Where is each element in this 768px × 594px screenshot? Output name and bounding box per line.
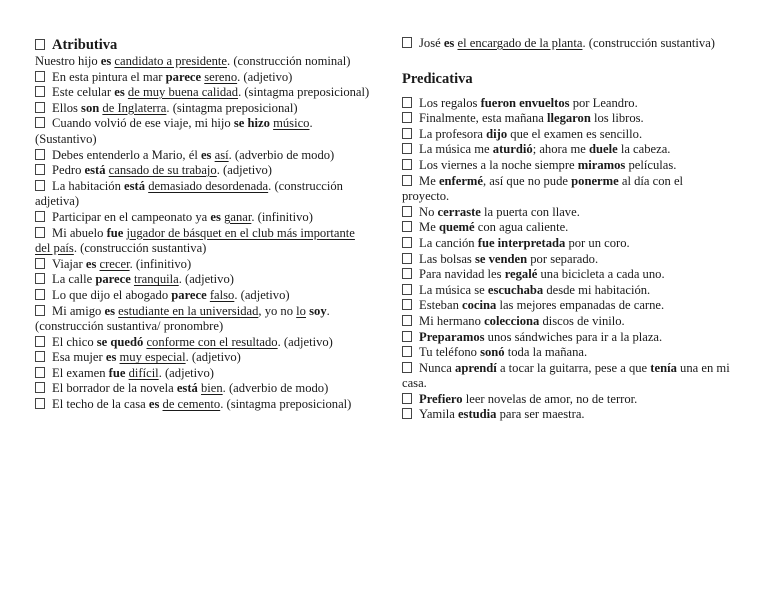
sentence-text: Viajar: [52, 256, 86, 271]
checkbox-icon: [402, 97, 412, 108]
list-item: [35, 101, 370, 117]
checkbox-icon: [35, 227, 45, 238]
verb-text: se hizo: [233, 116, 270, 131]
sentence-text: para ser maestra.: [496, 407, 585, 422]
verb-text: es: [105, 350, 117, 365]
verb-text: es: [148, 397, 160, 412]
list-item: [35, 70, 370, 86]
complement-text: cansado de su trabajo: [108, 163, 217, 178]
sentence-text: . (adjetivo): [234, 287, 290, 302]
complement-text: así: [214, 147, 229, 162]
checkbox-icon: [35, 305, 45, 316]
sentence-text: que el examen es sencillo.: [507, 126, 643, 141]
verb-text: Prefiero: [419, 391, 463, 406]
checkbox-icon: [402, 112, 412, 123]
list-item: [35, 163, 370, 179]
checkbox-icon: [402, 393, 412, 404]
list-item: [402, 174, 732, 205]
checkbox-icon: [402, 175, 412, 186]
list-item: [35, 85, 370, 101]
complement-text: lo: [296, 303, 306, 318]
complement-text: tranquila: [133, 272, 179, 287]
sentence-text: Mi amigo: [52, 303, 105, 318]
list-item: [402, 36, 732, 52]
sentence-text: Esteban: [419, 298, 463, 313]
predicativa-column: [402, 36, 732, 423]
verb-text: parece: [95, 272, 131, 287]
sentence-text: Nuestro hijo: [35, 54, 101, 68]
sentence-text: la cabeza.: [617, 142, 671, 157]
list-item: [402, 283, 732, 299]
sentence-text: Esa mujer: [52, 350, 106, 365]
checkbox-icon: [402, 253, 412, 264]
list-item: [402, 252, 732, 268]
checkbox-icon: [35, 398, 45, 409]
verb-text: fue interpretada: [477, 235, 566, 250]
checkbox-icon: [402, 128, 412, 139]
list-item: [402, 361, 732, 392]
sentence-text: La canción: [419, 235, 478, 250]
verb-text: es: [443, 36, 455, 50]
sentence-text: por separado.: [527, 251, 599, 266]
verb-text: se quedó: [96, 334, 144, 349]
atributiva-list: [35, 70, 370, 413]
predicativa-list: [402, 96, 732, 423]
sentence-text: . (infinitivo): [251, 209, 313, 224]
sentence-text: . (construcción adjetiva): [35, 178, 343, 209]
list-item: [35, 397, 370, 413]
sentence-text: Finalmente, esta mañana: [419, 111, 547, 126]
sentence-text: las mejores empanadas de carne.: [496, 298, 665, 313]
verb-text: es: [200, 147, 212, 162]
checkbox-icon: [35, 289, 45, 300]
sentence-text: . (adjetivo): [178, 272, 234, 287]
checkbox-icon: [35, 336, 45, 347]
sentence-text: . (construcción sustantiva): [582, 36, 716, 50]
sentence-text: Ellos: [52, 100, 82, 115]
list-item: [35, 366, 370, 382]
verb-text: quemé: [438, 220, 475, 235]
list-item: [402, 158, 732, 174]
verb-text: son: [81, 100, 100, 115]
complement-text: muy especial: [119, 350, 186, 365]
list-item: [35, 148, 370, 164]
sentence-text: Lo que dijo el abogado: [52, 287, 172, 302]
atributiva-continued-list: [402, 36, 732, 52]
verb-text: soy: [309, 303, 327, 318]
list-item: [402, 314, 732, 330]
sentence-text: los libros.: [590, 111, 644, 126]
sentence-text: . (adjetivo): [158, 365, 214, 380]
checkbox-icon: [35, 149, 45, 160]
verb-text: aturdió: [492, 142, 533, 157]
sentence-text: . (adjetivo): [216, 163, 272, 178]
verb-text: está: [176, 381, 198, 396]
verb-text: estudia: [457, 407, 497, 422]
sentence-text: Cuando volvió de ese viaje, mi hijo: [52, 116, 234, 131]
sentence-text: al día con el proyecto.: [402, 173, 684, 204]
list-item: [35, 210, 370, 226]
sentence-text: unos sándwiches para ir a la plaza.: [484, 329, 663, 344]
sentence-text: La música me: [419, 142, 493, 157]
sentence-text: Yamila: [419, 407, 458, 422]
sentence-text: El examen: [52, 365, 109, 380]
list-item: [35, 335, 370, 351]
complement-text: músico: [273, 116, 310, 131]
sentence-text: Debes entenderlo a Mario, él: [52, 147, 201, 162]
verb-text: Preparamos: [419, 329, 485, 344]
complement-text: difícil: [128, 365, 159, 380]
verb-text: colecciona: [484, 313, 540, 328]
complement-text: de muy buena calidad: [127, 85, 239, 100]
verb-text: duele: [588, 142, 618, 157]
checkbox-icon: [402, 159, 412, 170]
sentence-text: . (sintagma preposicional): [166, 100, 298, 115]
sentence-text: . (construcción sustantiva/ pronombre): [35, 303, 330, 334]
complement-text: demasiado desordenada: [148, 178, 269, 193]
verb-text: parece: [171, 287, 207, 302]
checkbox-icon: [402, 37, 412, 48]
sentence-text: la puerta con llave.: [480, 204, 580, 219]
sentence-text: Mi abuelo: [52, 225, 107, 240]
checkbox-icon: [402, 408, 412, 419]
verb-text: cerraste: [437, 204, 481, 219]
checkbox-icon: [35, 351, 45, 362]
list-item: [35, 381, 370, 397]
list-item: [402, 127, 732, 143]
sentence-text: Me: [419, 220, 439, 235]
list-item: [402, 220, 732, 236]
sentence-text: una bicicleta a cada uno.: [537, 267, 665, 282]
sentence-text: . (infinitivo): [129, 256, 192, 271]
checkbox-icon: [402, 299, 412, 310]
verb-text: es: [104, 303, 115, 318]
checkbox-icon: [35, 164, 45, 175]
sentence-text: En esta pintura el mar: [52, 69, 166, 84]
verb-text: llegaron: [547, 111, 591, 126]
sentence-text: José: [419, 36, 444, 50]
sentence-text: Nunca: [419, 360, 456, 375]
verb-text: miramos: [577, 157, 626, 172]
complement-text: estudiante en la universidad: [118, 303, 259, 318]
sentence-text: El chico: [52, 334, 97, 349]
verb-text: cocina: [462, 298, 497, 313]
list-item: [402, 267, 732, 283]
verb-text: parece: [165, 69, 202, 84]
complement-text: crecer: [99, 256, 130, 271]
checkbox-icon: [402, 331, 412, 342]
sentence-text: Me: [419, 173, 439, 188]
list-item: [402, 96, 732, 112]
list-item: [402, 407, 732, 423]
verb-text: ponerme: [571, 173, 619, 188]
checkbox-icon: [35, 71, 45, 82]
complement-text: ganar: [224, 209, 252, 224]
checkbox-icon: [35, 211, 45, 222]
complement-text: sereno: [204, 69, 238, 84]
atributiva-heading: [35, 36, 370, 54]
list-item: [402, 392, 732, 408]
checkbox-icon: [35, 117, 45, 128]
checkbox-icon: [35, 39, 45, 50]
sentence-text: La música se: [419, 282, 488, 297]
list-item: [35, 350, 370, 366]
verb-text: se venden: [474, 251, 528, 266]
list-item: [402, 236, 732, 252]
verb-text: escuchaba: [487, 282, 544, 297]
verb-text: regalé: [504, 267, 538, 282]
checkbox-icon: [35, 273, 45, 284]
checkbox-icon: [402, 206, 412, 217]
list-item: [402, 205, 732, 221]
checkbox-icon: [402, 346, 412, 357]
complement-text: conforme con el resultado: [146, 334, 278, 349]
verb-text: es: [210, 209, 221, 224]
list-item: [402, 111, 732, 127]
sentence-text: . (Sustantivo): [35, 116, 313, 146]
sentence-text: Las bolsas: [419, 251, 475, 266]
verb-text: aprendí: [455, 360, 497, 375]
atributiva-title: Atributiva: [52, 37, 118, 53]
complement-text: candidato a presidente: [114, 54, 228, 68]
checkbox-icon: [35, 102, 45, 113]
sentence-text: . (adverbio de modo): [228, 147, 335, 162]
atributiva-column: [35, 36, 370, 413]
complement-text: jugador de básquet en el club más importante del país: [35, 225, 355, 256]
sentence-text: una en mi casa.: [402, 360, 730, 391]
list-item: [35, 179, 370, 210]
verb-text: fueron envueltos: [480, 95, 570, 110]
list-item: [35, 304, 370, 335]
list-item: [402, 298, 732, 314]
checkbox-icon: [402, 143, 412, 154]
sentence-text: por un coro.: [565, 235, 630, 250]
sentence-text: . (adverbio de modo): [222, 381, 329, 396]
verb-text: fue: [108, 365, 126, 380]
sentence-text: leer novelas de amor, no de terror.: [462, 391, 638, 406]
list-item: [35, 288, 370, 304]
sentence-text: toda la mañana.: [504, 345, 588, 360]
sentence-text: El borrador de la novela: [52, 381, 177, 396]
complement-text: de cemento: [162, 397, 221, 412]
verb-text: dijo: [486, 126, 508, 141]
verb-text: fue: [106, 225, 124, 240]
sentence-text: . (adjetivo): [237, 69, 293, 84]
sentence-text: con agua caliente.: [474, 220, 569, 235]
sentence-text: Participar en el campeonato ya: [52, 209, 211, 224]
sentence-text: . (sintagma preposicional): [220, 397, 352, 412]
sentence-text: La calle: [52, 272, 96, 287]
sentence-text: Tu teléfono: [419, 345, 481, 360]
list-item: [35, 226, 370, 257]
checkbox-icon: [35, 258, 45, 269]
complement-text: falso: [209, 287, 235, 302]
sentence-text: películas.: [625, 157, 677, 172]
complement-text: bien: [200, 381, 223, 396]
checkbox-icon: [35, 180, 45, 191]
sentence-text: discos de vinilo.: [539, 313, 625, 328]
sentence-text: por Leandro.: [569, 95, 638, 110]
sentence-text: . (sintagma preposicional): [238, 85, 370, 100]
checkbox-icon: [35, 367, 45, 378]
sentence-text: Mi hermano: [419, 313, 485, 328]
predicativa-title: Predicativa: [402, 70, 473, 87]
sentence-text: La habitación: [52, 178, 125, 193]
list-item: [35, 272, 370, 288]
complement-text: de Inglaterra: [102, 100, 167, 115]
sentence-text: Este celular: [52, 85, 115, 100]
sentence-text: a tocar la guitarra, pese a que: [496, 360, 651, 375]
sentence-text: No: [419, 204, 438, 219]
checkbox-icon: [402, 315, 412, 326]
checkbox-icon: [35, 382, 45, 393]
verb-text: enfermé: [438, 173, 483, 188]
verb-text: está: [124, 178, 146, 193]
list-item: [402, 142, 732, 158]
verb-text: sonó: [480, 345, 505, 360]
sentence-text: , yo no: [258, 303, 297, 318]
sentence-text: La profesora: [419, 126, 487, 141]
checkbox-icon: [402, 237, 412, 248]
list-item: [402, 345, 732, 361]
verb-text: es: [100, 54, 112, 68]
sentence-text: El techo de la casa: [52, 397, 149, 412]
sentence-text: desde mi habitación.: [543, 282, 651, 297]
sentence-text: . (construcción nominal): [227, 54, 351, 68]
sentence-text: . (adjetivo): [277, 334, 333, 349]
sentence-text: ; ahora me: [532, 142, 589, 157]
list-item: [35, 116, 370, 147]
sentence-text: Pedro: [52, 163, 85, 178]
list-item: [35, 257, 370, 273]
list-item: [402, 330, 732, 346]
sentence-text: , así que no pude: [483, 173, 572, 188]
checkbox-icon: [402, 284, 412, 295]
atributiva-intro: [35, 54, 370, 70]
sentence-text: . (construcción sustantiva): [73, 241, 207, 256]
sentence-text: Los viernes a la noche siempre: [419, 157, 578, 172]
verb-text: es: [114, 85, 125, 100]
checkbox-icon: [402, 362, 412, 373]
checkbox-icon: [35, 86, 45, 97]
sentence-text: . (adjetivo): [185, 350, 241, 365]
checkbox-icon: [402, 221, 412, 232]
complement-text: el encargado de la planta: [457, 36, 583, 50]
checkbox-icon: [402, 268, 412, 279]
verb-text: tenía: [650, 360, 677, 375]
sentence-text: Para navidad les: [419, 267, 505, 282]
verb-text: está: [84, 163, 106, 178]
sentence-text: Los regalos: [419, 95, 481, 110]
verb-text: es: [85, 256, 97, 271]
